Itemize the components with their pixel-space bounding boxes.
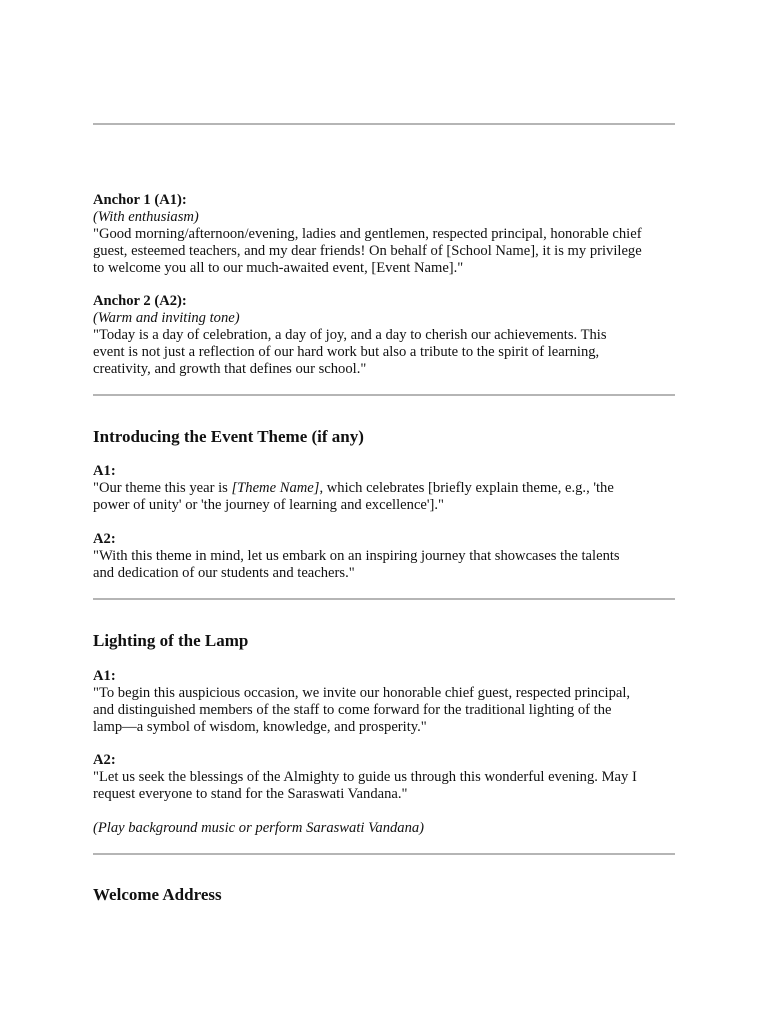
anchor-2-line: creativity, and growth that defines our school." [93,361,367,377]
lamp-a1-line: lamp—a symbol of wisdom, knowledge, and prosperity." [93,719,427,735]
anchor-2-label: Anchor 2 (A2): [93,293,187,309]
stage-direction-note: (Play background music or perform Saraswati Vandana) [93,820,425,836]
theme-a2-line: "With this theme in mind, let us embark on an inspiring journey that showcases the talents [93,548,620,564]
anchor-1-block [93,192,675,277]
anchor-1-line: "Good morning/afternoon/evening, ladies and gentlemen, respected principal, honorable chief [93,226,642,242]
anchor-2-block [93,293,675,378]
anchor-1-label: Anchor 1 (A1): [93,192,187,208]
theme-a1-block [93,463,675,514]
lamp-a1-label: A1: [93,668,116,684]
anchor-1-line: to welcome you all to our much-awaited event, [Event Name]." [93,260,464,276]
lamp-a2-block [93,752,675,803]
theme-a2-block [93,531,675,582]
anchor-2-direction: (Warm and inviting tone) [93,310,240,326]
theme-a2-label: A2: [93,531,116,547]
theme-a1-label: A1: [93,463,116,479]
lamp-a1-line: and distinguished members of the staff to come forward for the traditional lighting of the [93,702,612,718]
anchor-1-direction: (With enthusiasm) [93,209,199,225]
lamp-a1-block [93,668,675,736]
lamp-a2-line: request everyone to stand for the Saraswati Vandana." [93,786,408,802]
theme-a1-text: "Our theme this year is [93,480,232,496]
lamp-a2-line: "Let us seek the blessings of the Almighty to guide us through this wonderful evening. May I [93,769,637,785]
theme-a1-line [93,480,675,497]
section-divider [93,394,675,396]
anchor-1-line: guest, esteemed teachers, and my dear friends! On behalf of [School Name], it is my privilege [93,243,642,259]
lamp-note-block [93,820,675,837]
theme-a1-line: power of unity' or 'the journey of learning and excellence']." [93,497,444,513]
section-divider [93,853,675,855]
lamp-a1-line: "To begin this auspicious occasion, we invite our honorable chief guest, respected principal, [93,685,631,701]
theme-a1-text: , which celebrates [briefly explain theme, e.g., 'the [319,480,614,496]
section-divider [93,598,675,600]
welcome-heading: Welcome Address [93,885,222,904]
lamp-a2-label: A2: [93,752,116,768]
anchor-2-line: "Today is a day of celebration, a day of joy, and a day to cherish our achievements. This [93,327,607,343]
theme-name-placeholder: [Theme Name] [231,480,320,496]
theme-a2-line: and dedication of our students and teachers." [93,565,355,581]
lamp-heading: Lighting of the Lamp [93,631,249,650]
anchor-2-line: event is not just a reflection of our hard work but also a tribute to the spirit of learning, [93,344,600,360]
section-divider [93,123,675,125]
theme-heading: Introducing the Event Theme (if any) [93,427,364,446]
